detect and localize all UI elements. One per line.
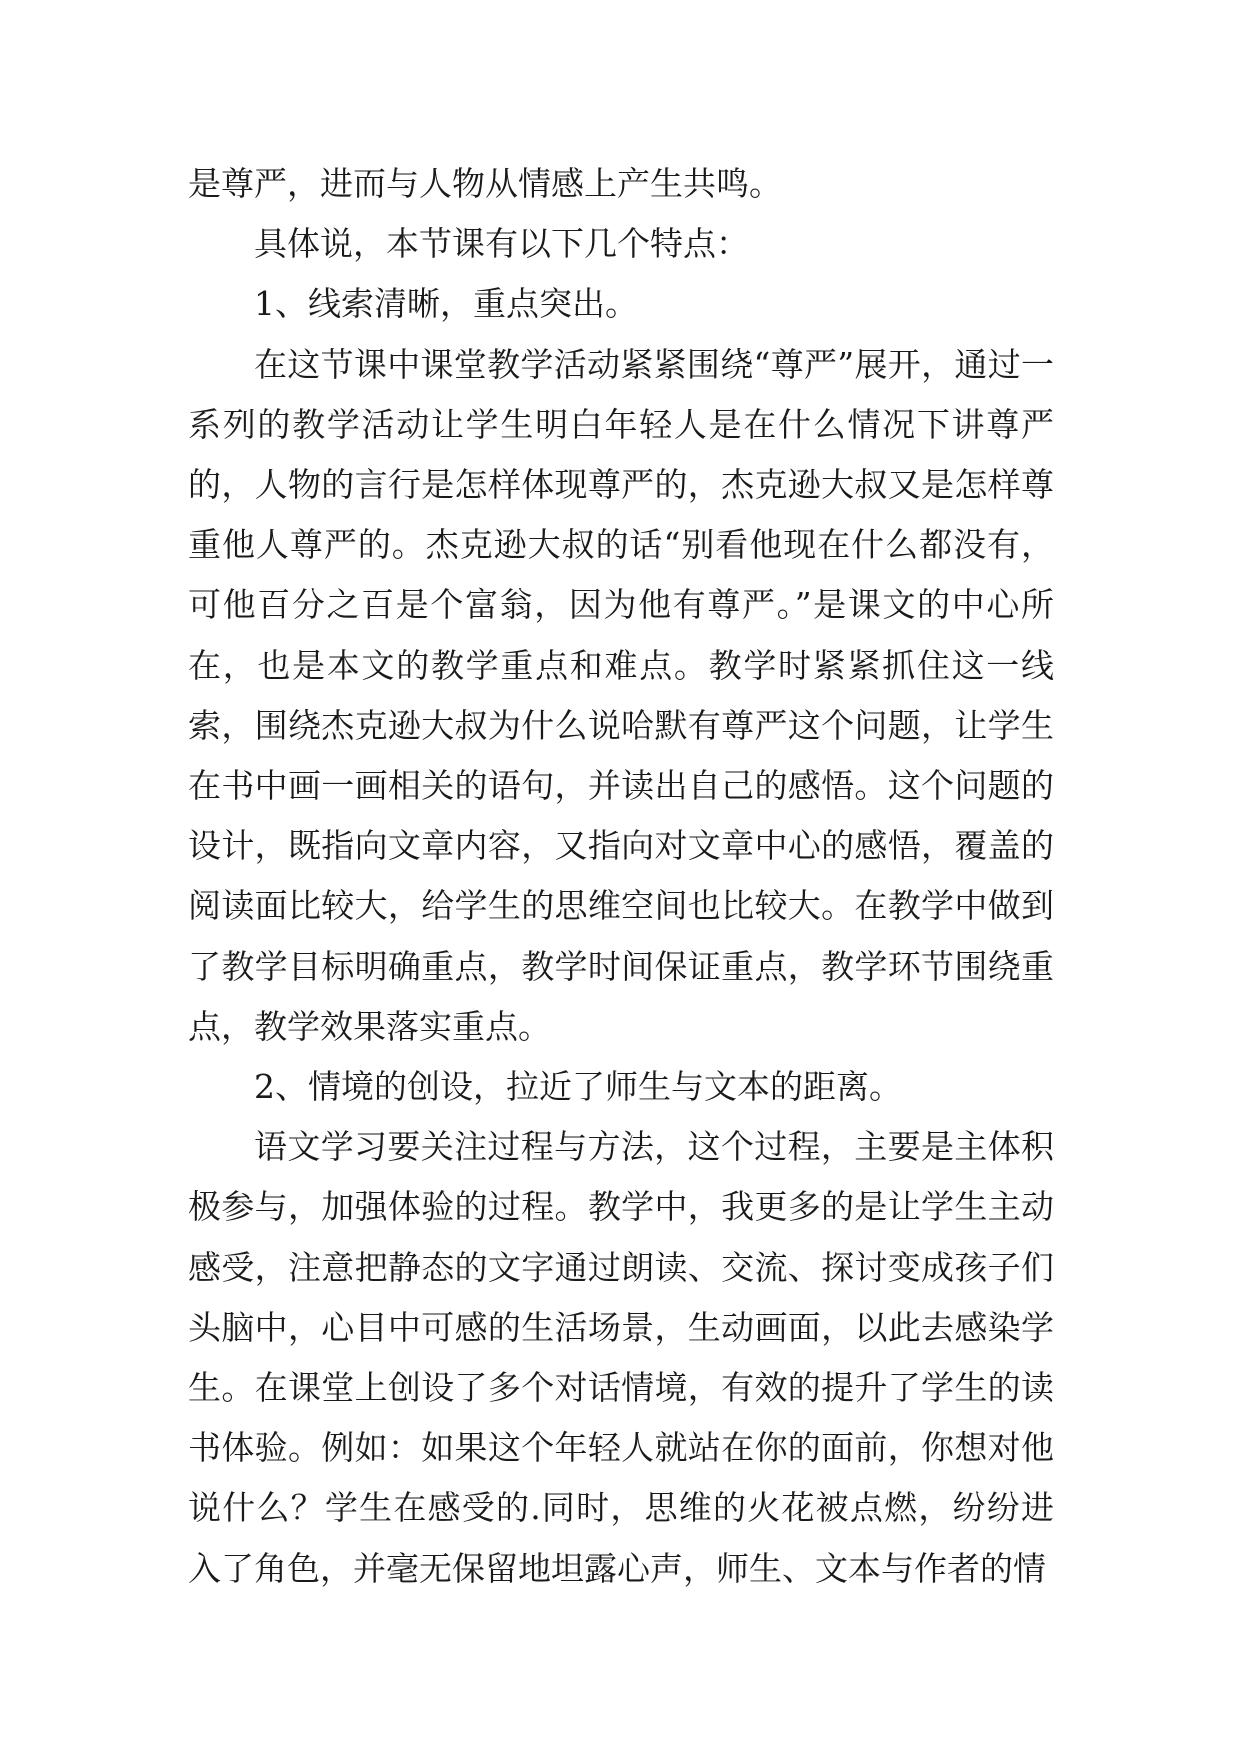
document-body [188,154,1054,1599]
paragraph-4: 在这节课中课堂教学活动紧紧围绕“尊严”展开，通过一系列的教学活动让学生明白年轻人是在什么情况下讲尊严的，人物的言行是怎样体现尊严的，杰克逊大叔又是怎样尊重他人尊严的。杰克逊大叔的话“别看他现在什么都没有，可他百分之百是个富翁，因为他有尊严。”是课文的中心所在，也是本文的教学重点和难点。教学时紧紧抓住这一线索，围绕杰克逊大叔为什么说哈默有尊严这个问题，让学生在书中画一画相关的语句，并读出自己的感悟。这个问题的设计，既指向文章内容，又指向对文章中心的感悟，覆盖的阅读面比较大，给学生的思维空间也比较大。在教学中做到了教学目标明确重点，教学时间保证重点，教学环节围绕重点，教学效果落实重点。 [188,344,1054,1046]
paragraph-3: 1、线索清晰，重点突出。 [254,284,638,324]
paragraph-2: 具体说，本节课有以下几个特点： [254,224,749,264]
paragraph-5: 2、情境的创设，拉近了师生与文本的距离。 [254,1067,902,1107]
paragraph-1: 是尊严，进而与人物从情感上产生共鸣。 [188,164,782,203]
paragraph-6: 语文学习要关注过程与方法，这个过程，主要是主体积极参与，加强体验的过程。教学中，我更多的是让学生主动感受，注意把静态的文字通过朗读、交流、探讨变成孩子们头脑中，心目中可感的生活场景，生动画面，以此去感染学生。在课堂上创设了多个对话情境，有效的提升了学生的读书体验。例如：如果这个年轻人就站在你的面前，你想对他说什么？学生在感受的.同时，思维的火花被点燃，纷纷进入了角色，并毫无保留地坦露心声，师生、文本与作者的情 [188,1127,1054,1588]
